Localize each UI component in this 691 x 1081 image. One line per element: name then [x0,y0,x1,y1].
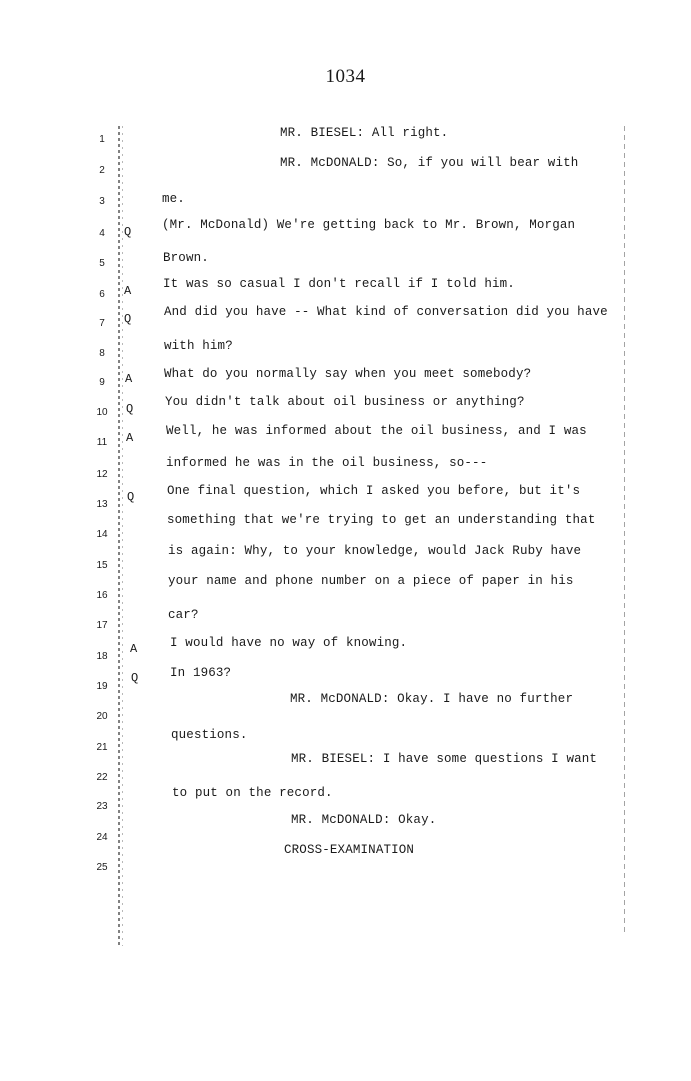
transcript-line: MR. McDONALD: Okay. I have no further [290,692,574,706]
speaker-marker-a: A [130,642,138,656]
transcript-line: something that we're trying to get an understanding that [167,513,596,527]
transcript-line: (Mr. McDonald) We're getting back to Mr. Brown, Morgan [162,218,576,232]
section-heading: CROSS-EXAMINATION [284,843,415,857]
line-number: 9 [99,377,105,388]
line-number: 1 [99,134,105,145]
speaker-marker-q: Q [127,490,135,504]
transcript-line: It was so casual I don't recall if I told him. [163,277,515,291]
transcript-line: You didn't talk about oil business or anything? [165,395,525,409]
line-number: 23 [96,801,108,812]
line-number: 25 [96,862,108,873]
speaker-marker-q: Q [131,671,139,685]
speaker-marker-a: A [126,431,134,445]
line-number: 3 [99,196,105,207]
transcript-line: In 1963? [170,666,232,680]
line-number: 16 [96,590,108,601]
speaker-marker-a: A [124,284,132,298]
transcript-line: me. [162,192,185,206]
line-number: 10 [96,407,108,418]
line-number: 11 [96,437,108,448]
speaker-marker-q: Q [124,312,132,326]
transcript-line: What do you normally say when you meet somebody? [164,367,532,381]
line-number: 22 [96,772,108,783]
page-number: 1034 [325,66,366,87]
transcript-line: One final question, which I asked you before, but it's [167,484,581,498]
left-margin-rule [118,126,120,946]
transcript-line: your name and phone number on a piece of paper in his [168,574,574,588]
line-number: 21 [96,742,108,753]
speaker-marker-q: Q [126,402,134,416]
transcript-line: MR. McDONALD: So, if you will bear with [280,156,579,170]
transcript-line: car? [168,608,199,622]
transcript-line: with him? [164,339,233,353]
transcript-line: informed he was in the oil business, so--- [166,456,488,470]
speaker-marker-a: A [125,372,133,386]
transcript-line: Brown. [163,251,209,265]
line-number: 14 [96,529,108,540]
right-margin-rule [624,126,625,936]
line-number: 2 [99,165,105,176]
line-number: 24 [96,832,108,843]
transcript-line: I would have no way of knowing. [170,636,408,650]
line-number: 5 [99,258,105,269]
line-number: 6 [99,289,105,300]
transcript-line: MR. BIESEL: I have some questions I want [291,752,598,766]
line-number: 17 [96,620,108,631]
line-number: 15 [96,560,108,571]
transcript-line: to put on the record. [172,786,333,800]
line-number: 19 [96,681,108,692]
transcript-line: Well, he was informed about the oil business, and I was [166,424,587,438]
line-number: 12 [96,469,108,480]
speaker-marker-q: Q [124,225,132,239]
transcript-line: MR. McDONALD: Okay. [291,813,437,827]
line-number: 20 [96,711,108,722]
line-number: 18 [96,651,108,662]
line-number: 13 [96,499,108,510]
transcript-line: questions. [171,728,248,742]
transcript-line: is again: Why, to your knowledge, would Jack Ruby have [168,544,582,558]
line-number: 4 [99,228,105,239]
line-number: 8 [99,348,105,359]
transcript-line: And did you have -- What kind of conversation did you have [164,305,608,319]
line-number: 7 [99,318,105,329]
left-margin-rule-inner [122,126,123,946]
transcript-line: MR. BIESEL: All right. [280,126,449,140]
